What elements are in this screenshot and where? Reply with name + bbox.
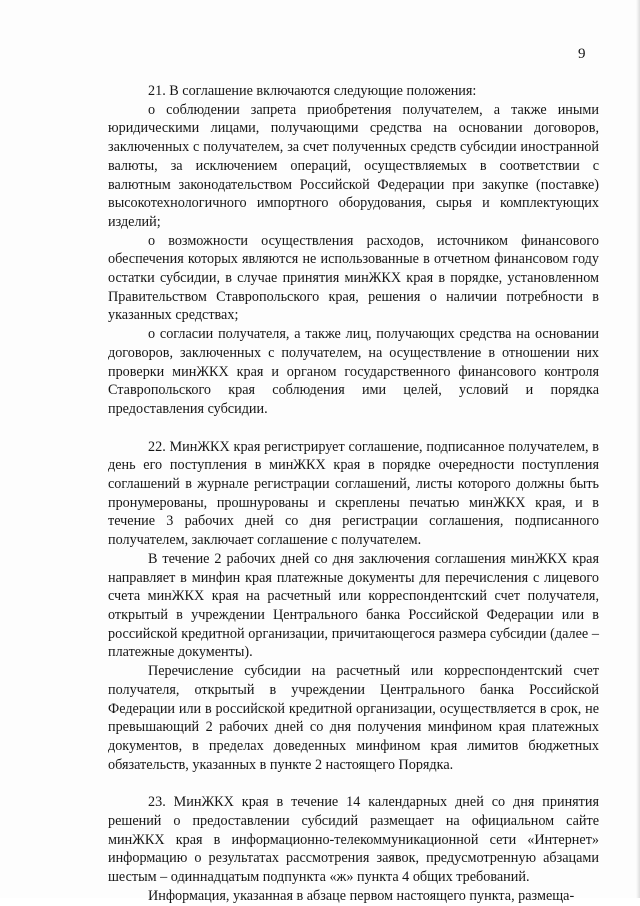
page-number: 9 [578, 46, 586, 62]
page-edge-shadow [636, 0, 640, 898]
paragraph-23-publication: 23. МинЖКХ края в течение 14 календарных дней со дня принятия решений о предоставлении субсидий размещает на официальном сайте минЖКХ края в информационно-телекоммуникационной сети «Интернет» информацию о результатах рассмотрения заявок, предусмотренную абзацами шестым – одиннадцатым подпункта «ж» пункта 4 общих требований. [108, 794, 599, 886]
paragraph-21-currency-ban: о соблюдении запрета приобретения получателем, а также иными юридическими лицами, получающими средства на основании договоров, заключенных с получателем, за счет полученных средств субсидии иностранной валюты, за исключением операций, осуществляемых в соответствии с валютным законодательством Российской Федерации при закупке (поставке) высокотехнологичного импортного оборудования, сырья и комплектующих изделий; [108, 101, 599, 230]
paragraph-22-registration: 22. МинЖКХ края регистрирует соглашение, подписанное получателем, в день его поступления в минЖКХ края в порядке очередности поступления соглашений в журнале регистрации соглашений, листы которого должны быть пронумерованы, прошнурованы и скреплены печатью минЖКХ края, и в течение 3 рабочих дней со дня регистрации соглашения, подписанного получателем, заключает соглашение с получателем. [108, 438, 599, 549]
paragraph-21-unused-balance: о возможности осуществления расходов, источником финансового обеспечения которых являются не использованные в отчетном финансовом году остатки субсидии, в случае принятия минЖКХ края в порядке, установленном Правительством Ставропольского края, решения о наличии потребности в указанных средствах; [108, 232, 599, 324]
paragraph-22-transfer: Перечисление субсидии на расчетный или корреспондентский счет получателя, открытый в учреждении Центрального банка Российской Федерации или в российской кредитной организации, осуществляется в срок, не превышающий 2 рабочих дней со дня получения минфином края платежных документов, в пределах доведенных минфином края лимитов бюджетных обязательств, указанных в пункте 2 настоящего Порядка. [108, 663, 599, 773]
paragraph-22-payment-documents: В течение 2 рабочих дней со дня заключения соглашения минЖКХ края направляет в минфин края платежные документы для перечисления с лицевого счета минЖКХ края на расчетный или корреспондентский счет получателя, открытый в учреждении Центрального банка Российской Федерации или в российской кредитной организации, причитающегося размера субсидии (далее – платежные документы). [108, 550, 599, 661]
document-body [108, 82, 599, 906]
paragraph-21-inspection-consent: о согласии получателя, а также лиц, получающих средства на основании договоров, заключенных с получателем, на осуществление в отношении них проверки минЖКХ края и органом государственного финансового контроля Ставропольского края соблюдения ими целей, условий и порядка предоставления субсидии. [108, 326, 599, 417]
paragraph-21-intro: 21. В соглашение включаются следующие положения: [148, 83, 477, 99]
paragraph-23-continuation: Информация, указанная в абзаце первом настоящего пункта, размеща- [148, 887, 575, 904]
